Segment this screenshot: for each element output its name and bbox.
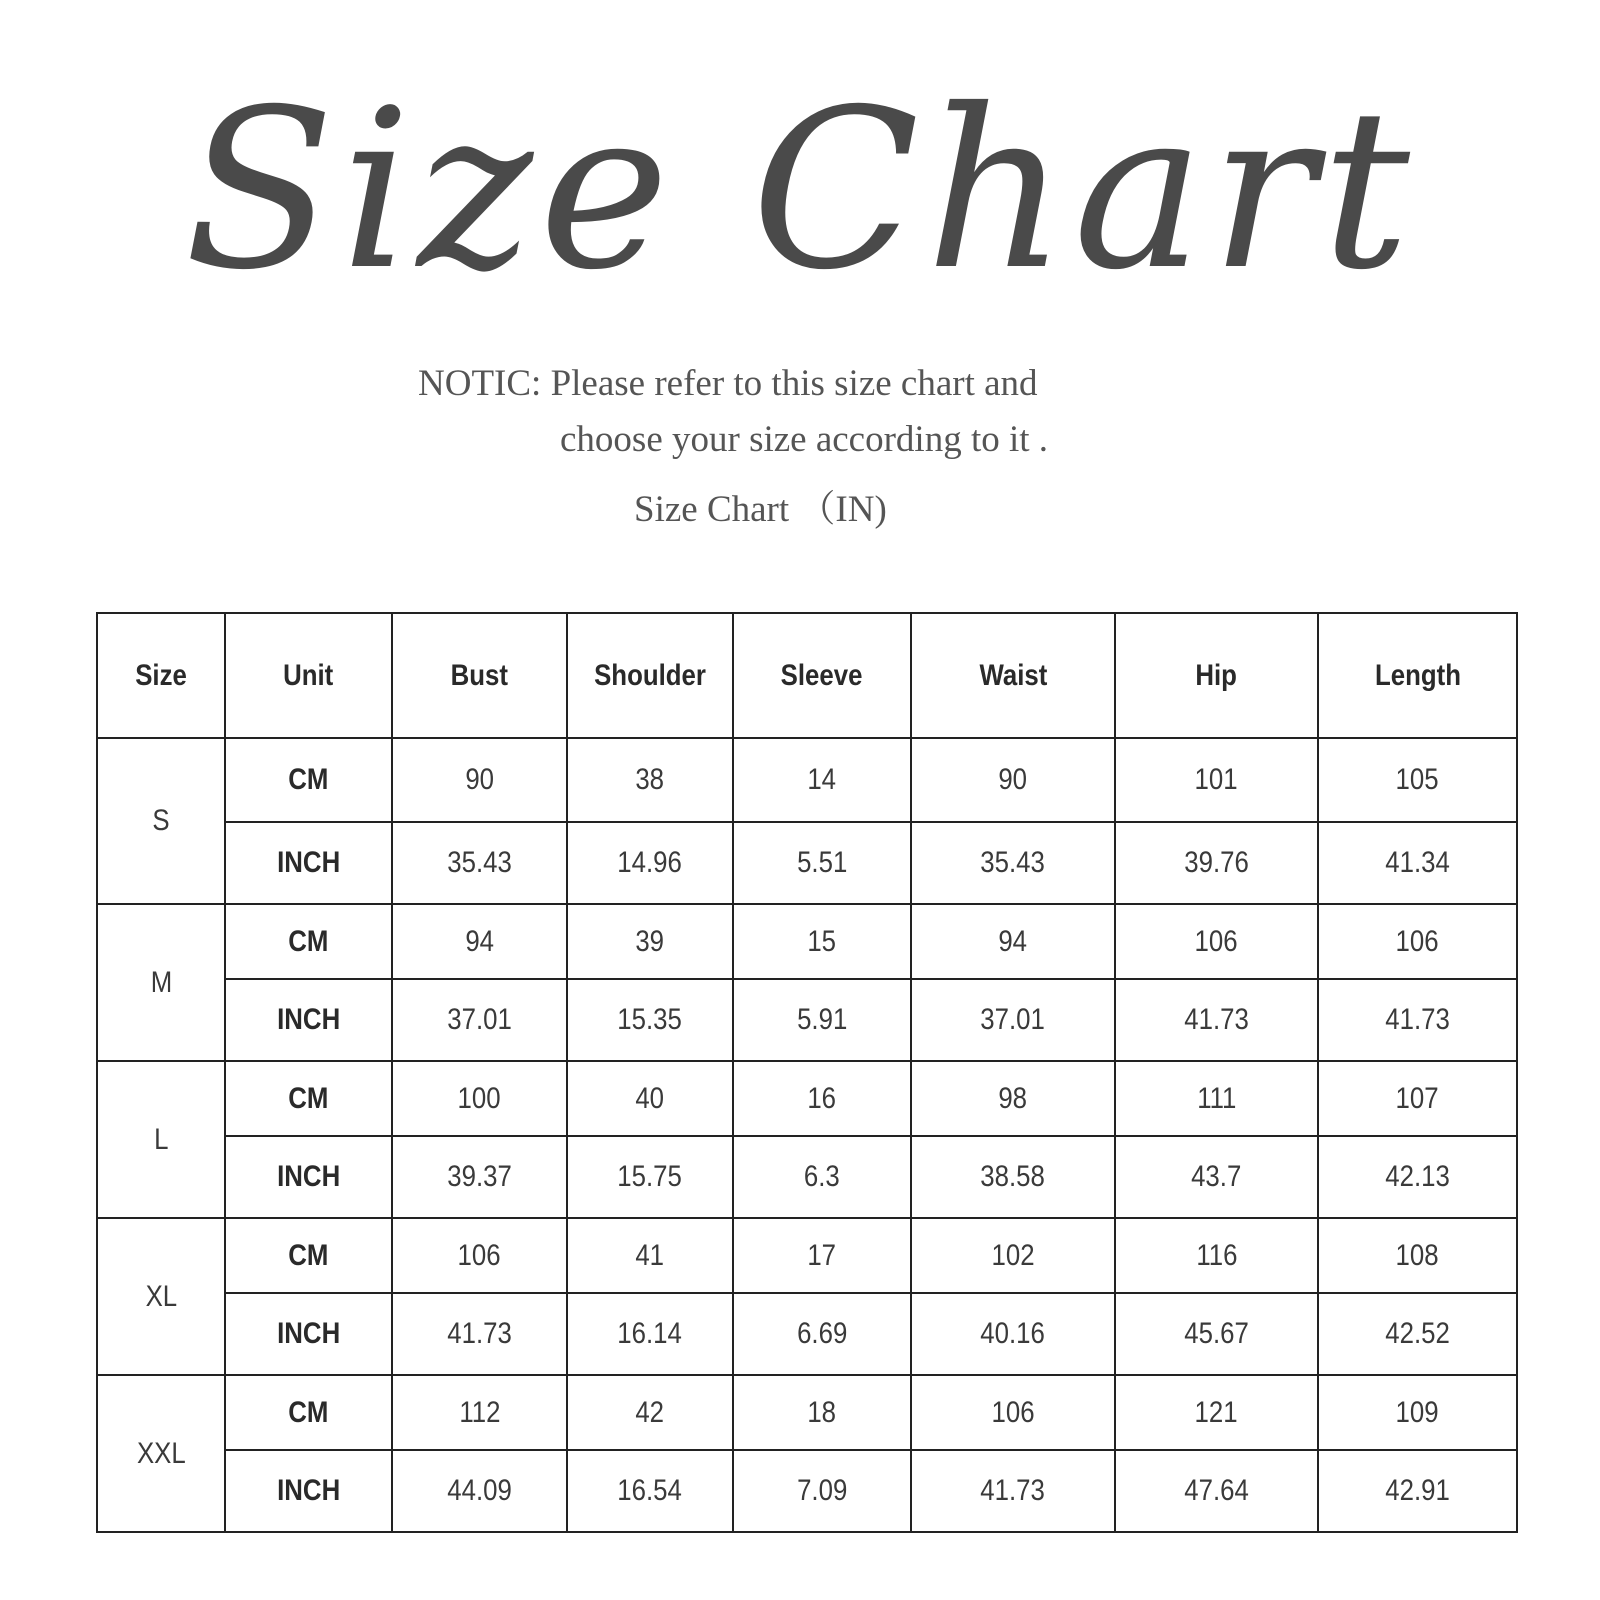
unit-cell: INCH [225, 1293, 392, 1375]
measurement-cell: 41.73 [911, 1450, 1115, 1532]
table-row [97, 1218, 1517, 1293]
column-header-bust: Bust [392, 613, 567, 738]
column-header-sleeve: Sleeve [733, 613, 911, 738]
unit-cell: INCH [225, 822, 392, 904]
size-label-cell: XL [97, 1218, 225, 1375]
measurement-cell: 42 [567, 1375, 733, 1450]
measurement-cell: 38 [567, 738, 733, 822]
measurement-cell: 100 [392, 1061, 567, 1136]
measurement-cell: 37.01 [911, 979, 1115, 1061]
measurement-cell: 42.91 [1318, 1450, 1517, 1532]
measurement-cell: 41.34 [1318, 822, 1517, 904]
measurement-cell: 43.7 [1115, 1136, 1318, 1218]
measurement-cell: 45.67 [1115, 1293, 1318, 1375]
measurement-cell: 14 [733, 738, 911, 822]
measurement-cell: 18 [733, 1375, 911, 1450]
size-label-cell: M [97, 904, 225, 1061]
size-label-cell: XXL [97, 1375, 225, 1532]
measurement-cell: 102 [911, 1218, 1115, 1293]
measurement-cell: 35.43 [392, 822, 567, 904]
measurement-cell: 15 [733, 904, 911, 979]
measurement-cell: 38.58 [911, 1136, 1115, 1218]
measurement-cell: 106 [1318, 904, 1517, 979]
table-row [97, 979, 1517, 1061]
unit-cell: CM [225, 1375, 392, 1450]
measurement-cell: 106 [392, 1218, 567, 1293]
notice-line-1: NOTIC: Please refer to this size chart and [418, 363, 1038, 404]
unit-cell: CM [225, 1061, 392, 1136]
table-row [97, 1375, 1517, 1450]
measurement-cell: 108 [1318, 1218, 1517, 1293]
table-row [97, 1293, 1517, 1375]
measurement-cell: 5.91 [733, 979, 911, 1061]
measurement-cell: 94 [392, 904, 567, 979]
table-subtitle: Size Chart （IN) [634, 489, 887, 530]
measurement-cell: 107 [1318, 1061, 1517, 1136]
measurement-cell: 105 [1318, 738, 1517, 822]
notice-line-2: choose your size according to it . [560, 419, 1049, 460]
measurement-cell: 35.43 [911, 822, 1115, 904]
measurement-cell: 16.54 [567, 1450, 733, 1532]
measurement-cell: 14.96 [567, 822, 733, 904]
measurement-cell: 17 [733, 1218, 911, 1293]
table-row [97, 822, 1517, 904]
unit-cell: INCH [225, 1136, 392, 1218]
table-row [97, 1061, 1517, 1136]
column-header-hip: Hip [1115, 613, 1318, 738]
measurement-cell: 44.09 [392, 1450, 567, 1532]
unit-cell: INCH [225, 979, 392, 1061]
unit-cell: INCH [225, 1450, 392, 1532]
measurement-cell: 15.75 [567, 1136, 733, 1218]
measurement-cell: 6.69 [733, 1293, 911, 1375]
measurement-cell: 116 [1115, 1218, 1318, 1293]
measurement-cell: 42.13 [1318, 1136, 1517, 1218]
measurement-cell: 41.73 [1318, 979, 1517, 1061]
measurement-cell: 109 [1318, 1375, 1517, 1450]
measurement-cell: 41 [567, 1218, 733, 1293]
measurement-cell: 7.09 [733, 1450, 911, 1532]
column-header-shoulder: Shoulder [567, 613, 733, 738]
measurement-cell: 39.37 [392, 1136, 567, 1218]
size-label-cell: S [97, 738, 225, 904]
size-chart-table [96, 612, 1518, 1533]
measurement-cell: 106 [911, 1375, 1115, 1450]
table-header-row [97, 613, 1517, 738]
measurement-cell: 5.51 [733, 822, 911, 904]
column-header-unit: Unit [225, 613, 392, 738]
measurement-cell: 42.52 [1318, 1293, 1517, 1375]
column-header-waist: Waist [911, 613, 1115, 738]
measurement-cell: 39.76 [1115, 822, 1318, 904]
measurement-cell: 90 [392, 738, 567, 822]
table-row [97, 738, 1517, 822]
measurement-cell: 6.3 [733, 1136, 911, 1218]
measurement-cell: 47.64 [1115, 1450, 1318, 1532]
measurement-cell: 101 [1115, 738, 1318, 822]
measurement-cell: 37.01 [392, 979, 567, 1061]
measurement-cell: 15.35 [567, 979, 733, 1061]
page-title: Size Chart [184, 62, 1416, 318]
unit-cell: CM [225, 904, 392, 979]
unit-cell: CM [225, 1218, 392, 1293]
size-label-cell: L [97, 1061, 225, 1218]
measurement-cell: 41.73 [392, 1293, 567, 1375]
column-header-size: Size [97, 613, 225, 738]
measurement-cell: 106 [1115, 904, 1318, 979]
unit-cell: CM [225, 738, 392, 822]
measurement-cell: 40.16 [911, 1293, 1115, 1375]
column-header-length: Length [1318, 613, 1517, 738]
measurement-cell: 16 [733, 1061, 911, 1136]
measurement-cell: 40 [567, 1061, 733, 1136]
measurement-cell: 39 [567, 904, 733, 979]
table-row [97, 904, 1517, 979]
table-row [97, 1136, 1517, 1218]
table-row [97, 1450, 1517, 1532]
measurement-cell: 16.14 [567, 1293, 733, 1375]
measurement-cell: 111 [1115, 1061, 1318, 1136]
measurement-cell: 41.73 [1115, 979, 1318, 1061]
measurement-cell: 121 [1115, 1375, 1318, 1450]
measurement-cell: 98 [911, 1061, 1115, 1136]
measurement-cell: 90 [911, 738, 1115, 822]
measurement-cell: 112 [392, 1375, 567, 1450]
measurement-cell: 94 [911, 904, 1115, 979]
